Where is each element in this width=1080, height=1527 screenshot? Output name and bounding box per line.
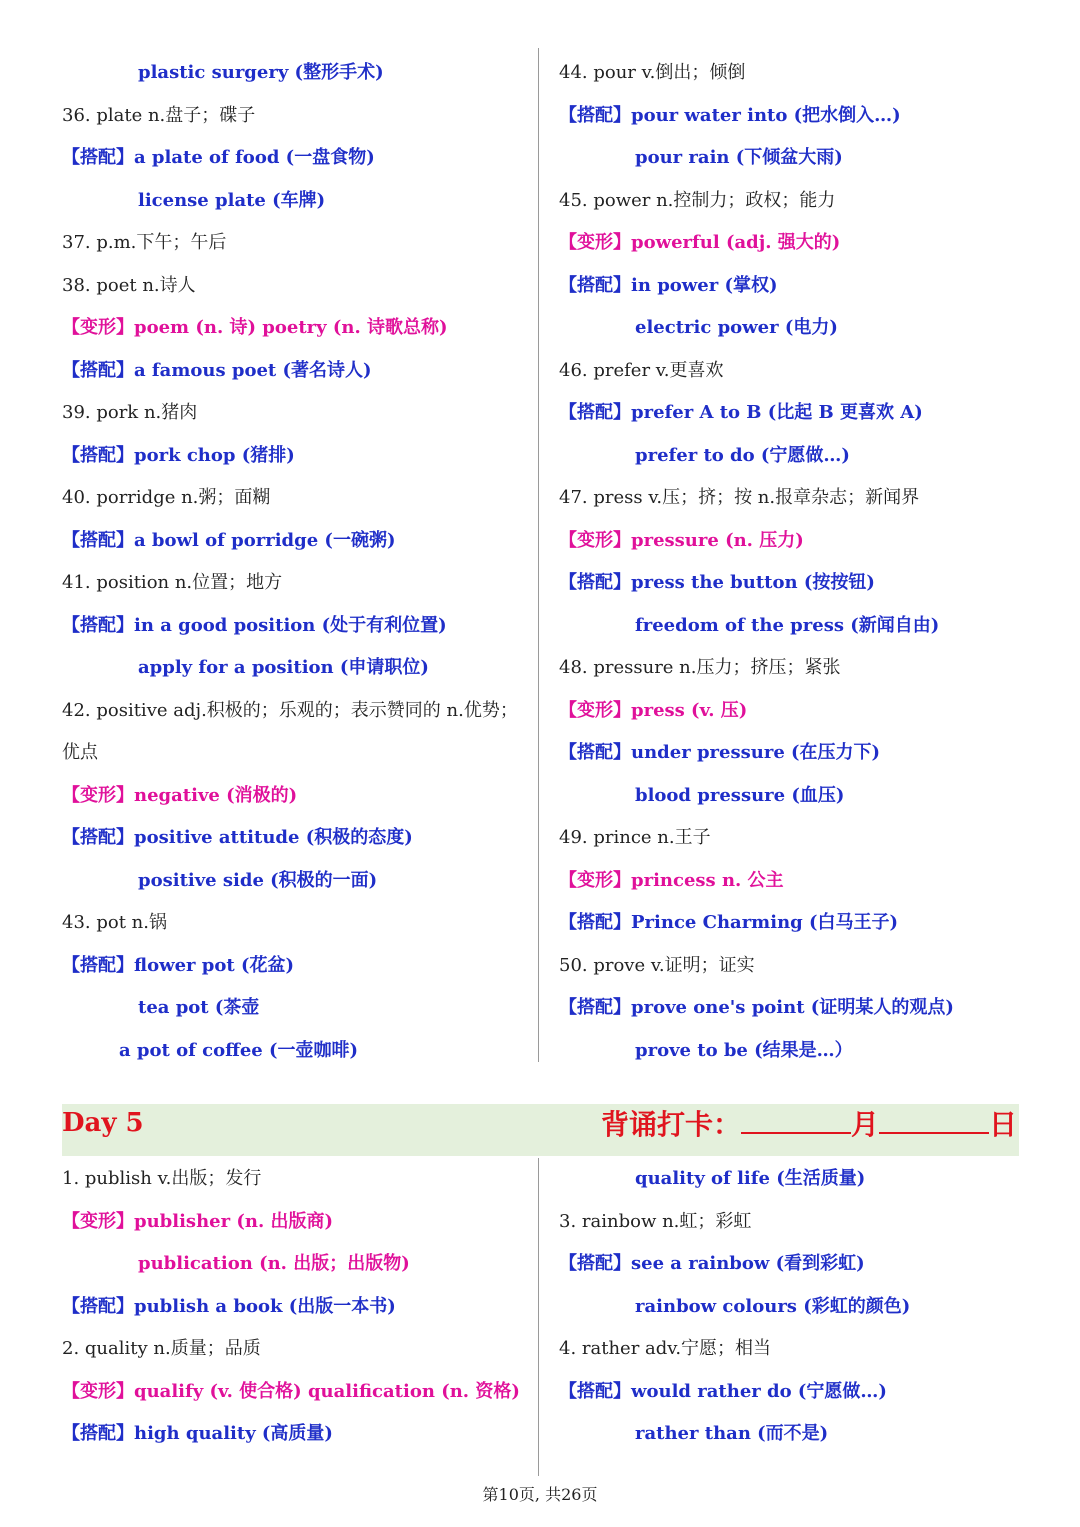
collocation-line [559,396,923,430]
variant-line [559,226,840,260]
collocation-line [62,821,413,855]
entry-text: 44. pour v.倒出；倾倒 [559,62,746,83]
collocation-tag: 【搭配】 [62,1295,134,1317]
collocation-text: pour water into (把水倒入…) [631,104,901,126]
collocation-line [559,1034,853,1068]
word-entry [559,949,755,983]
variant-line [559,524,804,558]
variant-tag: 【变形】 [559,529,631,551]
collocation-text: press the button (按按钮) [631,572,875,593]
word-entry [559,481,919,515]
day-header-band [62,1104,1019,1156]
collocation-text: in a good position (处于有利位置) [134,614,447,636]
variant-text: qualify (v. 使合格) qualification (n. 资格) [134,1380,520,1402]
entry-text: 39. pork n.猪肉 [62,402,198,423]
collocation-text: positive attitude (积极的态度) [134,827,413,848]
collocation-text: blood pressure (血压) [635,784,845,806]
word-entry [559,56,745,90]
variant-tag: 【变形】 [62,1380,134,1402]
collocation-line [559,991,954,1025]
entry-text: 47. press v.压；挤；按 n.报章杂志；新闻界 [559,487,920,508]
collocation-line [62,141,375,175]
collocation-line [559,99,901,133]
collocation-text: a famous poet (著名诗人) [134,359,372,381]
collocation-text: rather than (而不是) [635,1423,829,1444]
collocation-text: publish a book (出版一本书) [134,1295,396,1317]
month-blank [741,1104,851,1134]
entry-text: 49. prince n.王子 [559,827,711,848]
collocation-line [559,439,850,473]
word-entry [62,736,98,770]
checkin-label: 背诵打卡： [600,1108,741,1141]
collocation-line [559,1375,887,1409]
collocation-text: apply for a position (申请职位) [138,657,429,678]
entry-text: 2. quality n.质量；品质 [62,1338,261,1359]
collocation-line [559,141,843,175]
collocation-line [559,609,939,643]
collocation-tag: 【搭配】 [559,997,631,1018]
collocation-text: under pressure (在压力下) [631,742,881,763]
collocation-text: freedom of the press (新闻自由) [635,614,940,636]
word-entry [62,481,270,515]
collocation-text: a pot of coffee (一壶咖啡) [119,1039,359,1061]
collocation-text: quality of life (生活质量) [635,1168,866,1189]
collocation-line [559,779,844,813]
collocation-line [62,1417,333,1451]
collocation-text: flower pot (花盆) [134,954,294,976]
page-footer: 第10页, 共26页 [482,1485,598,1504]
collocation-text: pour rain (下倾盆大雨) [635,147,843,168]
collocation-text: Prince Charming (白马王子) [631,912,899,933]
entry-text: 37. p.m.下午；午后 [62,232,227,253]
word-entry [559,1205,751,1239]
collocation-tag: 【搭配】 [62,147,134,168]
collocation-line [559,566,875,600]
collocation-tag: 【搭配】 [62,827,134,848]
entry-text: 45. power n.控制力；政权；能力 [559,189,836,211]
word-entry [559,821,711,855]
collocation-line [62,184,325,218]
word-entry [559,354,724,388]
variant-line [62,1205,333,1239]
collocation-line [559,906,898,940]
collocation-line [559,1290,910,1324]
collocation-line [62,949,294,983]
collocation-tag: 【搭配】 [559,274,631,296]
collocation-tag: 【搭配】 [62,614,134,636]
collocation-text: prefer A to B (比起 B 更喜欢 A) [631,402,923,423]
variant-tag: 【变形】 [62,317,134,338]
entry-text: 50. prove v.证明；证实 [559,954,755,976]
collocation-line [62,56,384,90]
collocation-line [559,269,778,303]
collocation-line [62,524,395,558]
collocation-line [62,609,447,643]
collocation-tag: 【搭配】 [559,104,631,126]
collocation-line [559,1247,865,1281]
entry-text: 40. porridge n.粥；面糊 [62,487,271,508]
word-entry [62,99,255,133]
entry-text: 46. prefer v.更喜欢 [559,359,724,381]
word-entry [559,651,841,685]
word-entry [62,269,196,303]
collocation-line [559,311,838,345]
day-blank [879,1104,989,1134]
collocation-tag: 【搭配】 [559,572,631,593]
collocation-line [559,1417,828,1451]
collocation-text: electric power (电力) [635,317,838,338]
column-divider-top [538,48,539,1062]
entry-text: 36. plate n.盘子；碟子 [62,104,256,126]
collocation-tag: 【搭配】 [559,402,631,423]
variant-line [62,1375,520,1409]
collocation-text: positive side (积极的一面) [138,869,378,891]
word-entry [62,1332,261,1366]
entry-text: 4. rather adv.宁愿；相当 [559,1338,772,1359]
variant-tag: 【变形】 [62,1210,134,1232]
collocation-text: prefer to do (宁愿做…) [635,444,850,466]
entry-text: 41. position n.位置；地方 [62,572,283,593]
collocation-text: pork chop (猪排) [134,444,295,466]
variant-line [62,1247,410,1281]
collocation-tag: 【搭配】 [62,1423,134,1444]
word-entry [62,226,226,260]
variant-text: princess n. 公主 [631,869,784,891]
variant-text: powerful (adj. 强大的) [631,232,841,253]
day-title: Day 5 [62,1108,144,1138]
collocation-tag: 【搭配】 [62,529,134,551]
variant-tag: 【变形】 [559,869,631,891]
collocation-text: would rather do (宁愿做…) [631,1380,887,1402]
month-label: 月 [850,1108,879,1141]
collocation-line [62,991,259,1025]
collocation-tag: 【搭配】 [559,1253,631,1274]
collocation-text: see a rainbow (看到彩虹) [631,1253,865,1274]
entry-text: 优点 [62,742,98,763]
collocation-tag: 【搭配】 [559,1380,631,1402]
word-entry [559,1332,771,1366]
collocation-text: a bowl of porridge (一碗粥) [134,529,396,551]
entry-text: 1. publish v.出版；发行 [62,1168,262,1189]
variant-text: press (v. 压) [631,699,748,721]
variant-tag: 【变形】 [62,784,134,806]
variant-line [62,779,297,813]
collocation-line [559,736,880,770]
variant-tag: 【变形】 [559,699,631,721]
variant-tag: 【变形】 [559,232,631,253]
variant-text: negative (消极的) [134,784,298,806]
collocation-line [62,354,372,388]
variant-text: publisher (n. 出版商) [134,1210,334,1232]
variant-text: pressure (n. 压力) [631,529,804,551]
variant-line [559,864,784,898]
collocation-text: a plate of food (一盘食物) [134,147,375,168]
collocation-text: plastic surgery (整形手术) [138,62,384,83]
variant-line [559,694,747,728]
word-entry [62,694,518,728]
collocation-text: prove to be (结果是…） [635,1039,853,1061]
collocation-tag: 【搭配】 [62,954,134,976]
word-entry [62,566,282,600]
collocation-text: high quality (高质量) [134,1423,333,1444]
word-entry [62,906,167,940]
entry-text: 42. positive adj.积极的；乐观的；表示赞同的 n.优势； [62,699,518,721]
collocation-text: license plate (车牌) [138,189,326,211]
variant-text: publication (n. 出版；出版物) [138,1253,410,1274]
collocation-text: prove one's point (证明某人的观点) [631,997,954,1018]
collocation-line [62,651,429,685]
collocation-line [62,864,377,898]
collocation-text: rainbow colours (彩虹的颜色) [635,1295,911,1317]
entry-text: 43. pot n.锅 [62,912,167,933]
collocation-line [62,1290,396,1324]
entry-text: 48. pressure n.压力；挤压；紧张 [559,657,841,678]
collocation-line [559,1162,865,1196]
collocation-tag: 【搭配】 [559,742,631,763]
word-entry [62,1162,261,1196]
collocation-line [62,439,295,473]
variant-line [62,311,448,345]
column-divider-bottom [538,1158,539,1476]
collocation-tag: 【搭配】 [62,359,134,381]
collocation-tag: 【搭配】 [62,444,134,466]
day-label: 日 [988,1108,1017,1141]
collocation-tag: 【搭配】 [559,912,631,933]
collocation-text: in power (掌权) [631,274,778,296]
word-entry [62,396,197,430]
checkin-line [601,1104,1017,1143]
entry-text: 38. poet n.诗人 [62,274,196,296]
collocation-text: tea pot (茶壶 [138,997,260,1018]
word-entry [559,184,835,218]
collocation-line [62,1034,358,1068]
variant-text: poem (n. 诗) poetry (n. 诗歌总称) [134,317,448,338]
entry-text: 3. rainbow n.虹；彩虹 [559,1210,752,1232]
